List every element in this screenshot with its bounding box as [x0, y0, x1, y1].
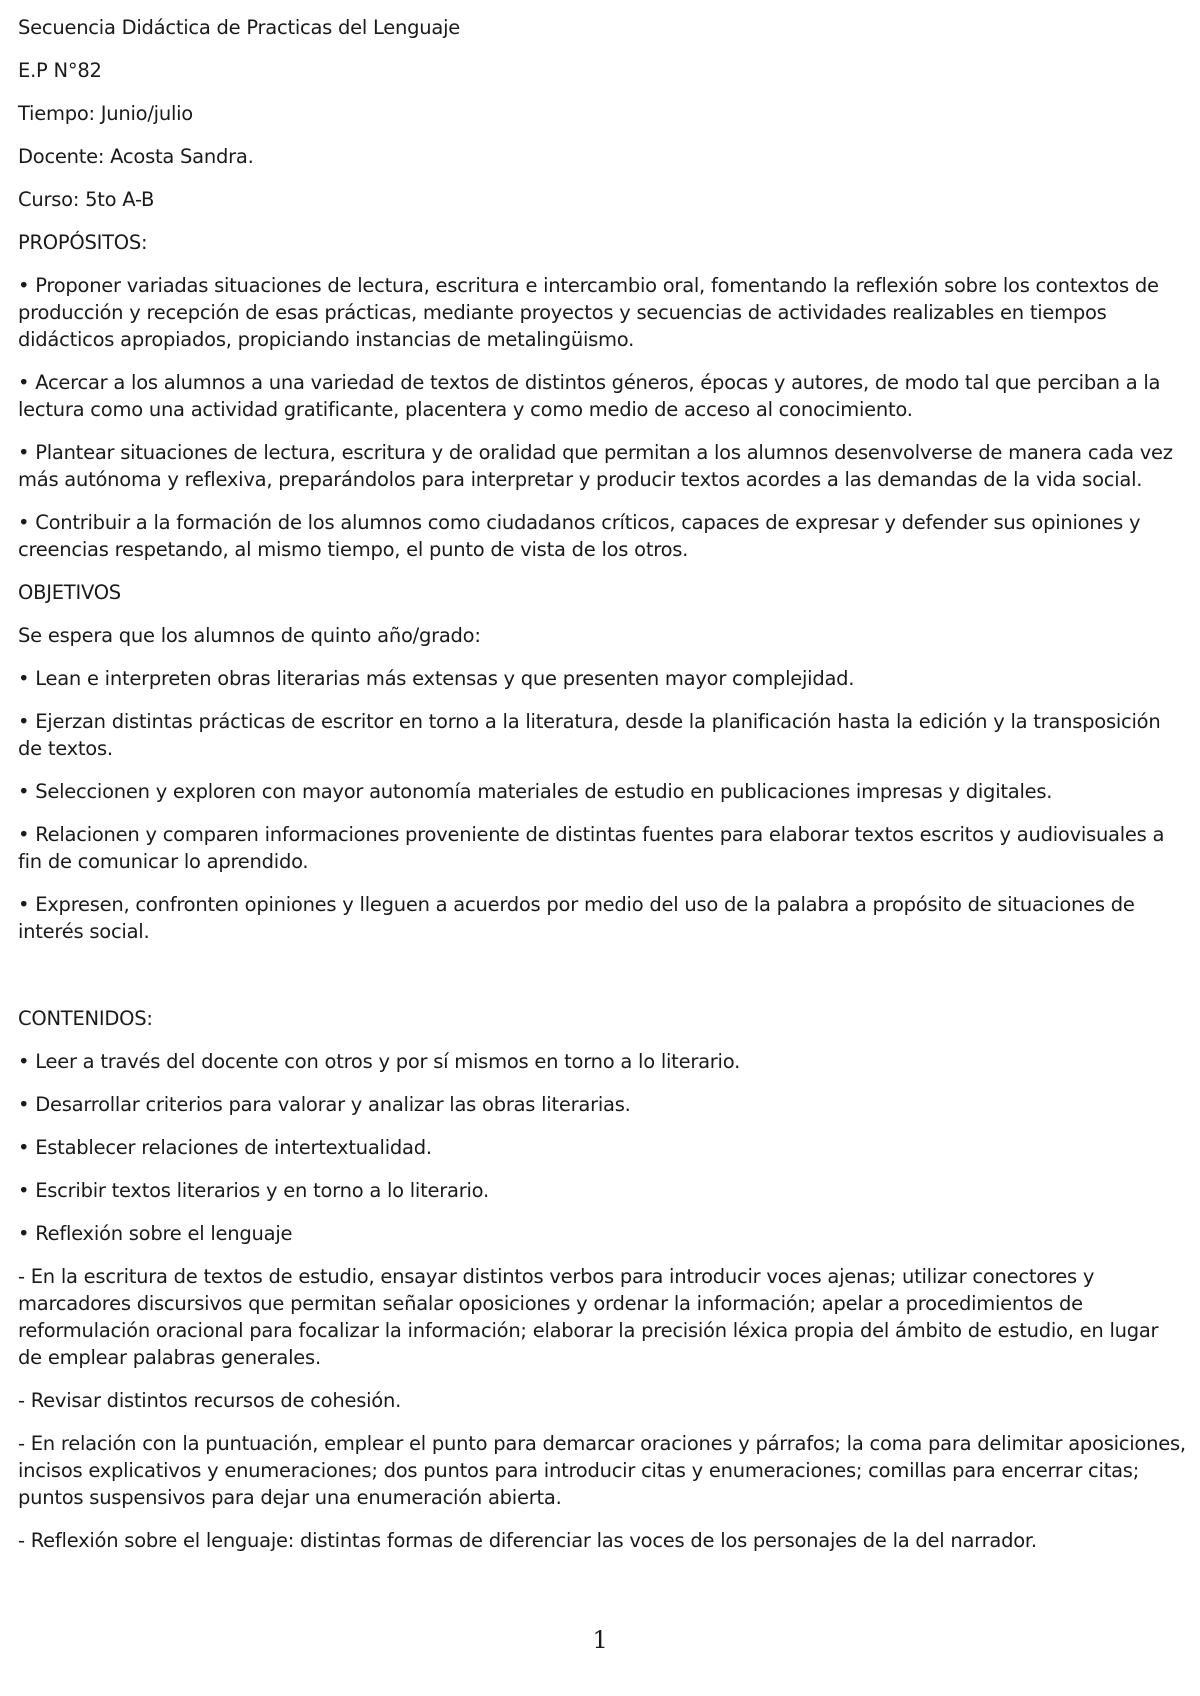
contenidos-item: • Reflexión sobre el lenguaje: [18, 1222, 293, 1245]
contenidos-subitem: - Revisar distintos recursos de cohesión.: [18, 1389, 402, 1412]
contenidos-subitem: - Reflexión sobre el lenguaje: distintas formas de diferenciar las voces de los personajes de la del narrador.: [18, 1529, 1037, 1552]
document-body: [18, 14, 1188, 1570]
contenidos-item: • Leer a través del docente con otros y por sí mismos en torno a lo literario.: [18, 1050, 741, 1073]
contenidos-item: • Escribir textos literarios y en torno a lo literario.: [18, 1179, 489, 1202]
objetivos-item: • Seleccionen y exploren con mayor autonomía materiales de estudio en publicaciones impresas y digitales.: [18, 780, 1053, 803]
contenidos-item: • Desarrollar criterios para valorar y analizar las obras literarias.: [18, 1093, 631, 1116]
contenidos-subitem: - En la escritura de textos de estudio, ensayar distintos verbos para introducir voces ajenas; utilizar conectores y marcadores discursivos que permitan señalar oposiciones y ordenar la información; apelar a procedimientos de reformulación oracional para focalizar la información; elaborar la precisión léxica propia del ámbito de estudio, en lugar de emplear palabras generales.: [18, 1265, 1159, 1369]
propositos-item: • Acercar a los alumnos a una variedad de textos de distintos géneros, épocas y autores, de modo tal que perciban a la lectura como una actividad gratificante, placentera y como medio de acceso al conocimiento.: [18, 371, 1161, 421]
propositos-item: • Proponer variadas situaciones de lectura, escritura e intercambio oral, fomentando la reflexión sobre los contextos de producción y recepción de esas prácticas, mediante proyectos y secuencias de actividades realizables en tiempos didácticos apropiados, propiciando instancias de metalingüismo.: [18, 274, 1159, 351]
objetivos-item: • Relacionen y comparen informaciones proveniente de distintas fuentes para elaborar textos escritos y audiovisuales a fin de comunicar lo aprendido.: [18, 823, 1165, 873]
contenidos-item: • Establecer relaciones de intertextualidad.: [18, 1136, 432, 1159]
objetivos-intro: Se espera que los alumnos de quinto año/grado:: [18, 624, 481, 647]
objetivos-item: • Ejerzan distintas prácticas de escritor en torno a la literatura, desde la planificación hasta la edición y la transposición de textos.: [18, 710, 1161, 760]
propositos-item: • Contribuir a la formación de los alumnos como ciudadanos críticos, capaces de expresar y defender sus opiniones y creencias respetando, al mismo tiempo, el punto de vista de los otros.: [18, 511, 1141, 561]
propositos-item: • Plantear situaciones de lectura, escritura y de oralidad que permitan a los alumnos desenvolverse de manera cada vez más autónoma y reflexiva, preparándolos para interpretar y producir textos acordes a las demandas de la vida social.: [18, 441, 1173, 491]
contenidos-heading: CONTENIDOS:: [18, 1007, 153, 1030]
objetivos-item: • Lean e interpreten obras literarias más extensas y que presenten mayor complejidad.: [18, 667, 855, 690]
page-number: 1: [592, 1626, 608, 1654]
school-line: E.P N°82: [18, 59, 102, 82]
objetivos-item: • Expresen, confronten opiniones y lleguen a acuerdos por medio del uso de la palabra a propósito de situaciones de interés social.: [18, 893, 1135, 943]
contenidos-subitem: - En relación con la puntuación, emplear el punto para demarcar oraciones y párrafos; la coma para delimitar aposiciones, incisos explicativos y enumeraciones; dos puntos para introducir citas y enumeraciones; comillas para encerrar citas; puntos suspensivos para dejar una enumeración abierta.: [18, 1432, 1186, 1509]
document-title: Secuencia Didáctica de Practicas del Lenguaje: [18, 16, 461, 39]
course-line: Curso: 5to A-B: [18, 188, 155, 211]
propositos-heading: PROPÓSITOS:: [18, 231, 148, 254]
teacher-line: Docente: Acosta Sandra.: [18, 145, 254, 168]
time-line: Tiempo: Junio/julio: [18, 102, 193, 125]
objetivos-heading: OBJETIVOS: [18, 581, 121, 604]
